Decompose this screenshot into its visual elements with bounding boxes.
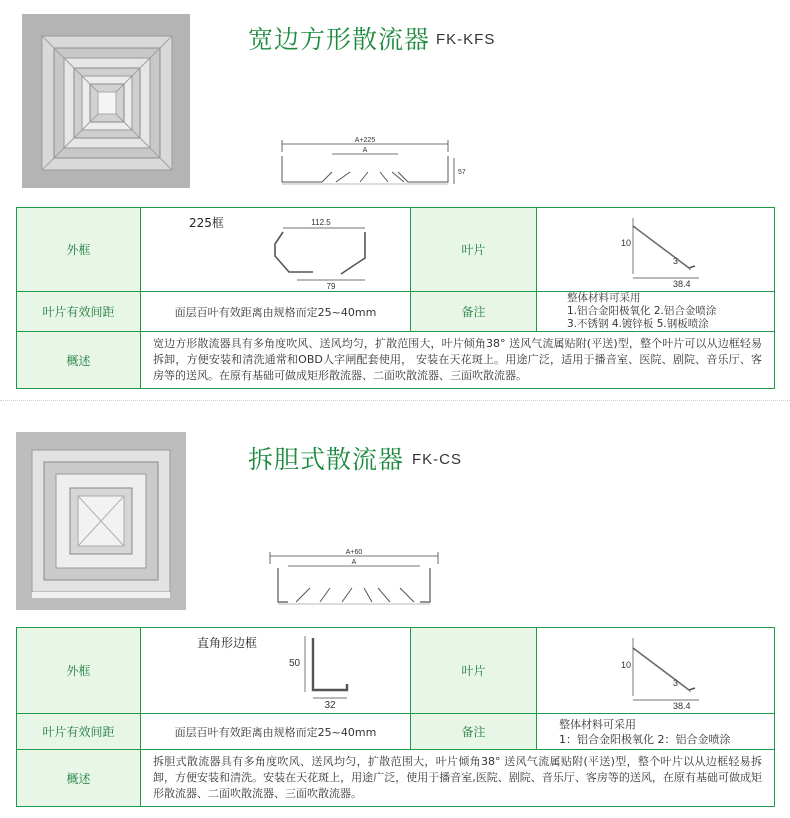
section-diagram-kfs [276, 132, 476, 194]
frame-label: 外框 [17, 208, 141, 292]
frame-dim-bottom: 32 [324, 700, 336, 711]
product-photo-kfs [22, 14, 190, 188]
desc-text: 宽边方形散流器具有多角度吹风、送风均匀，扩散范围大，叶片倾角38° 送风气流属贴附(平送)型，整个叶片可以从边框轻易拆卸，方便安装和清洗通常和OBD人字闸配套使用， 安装在天花斑上。用途广泛，适用于播音室、医院、剧院、音乐厅、客房等的送风。在原有基础可做成矩形散流器、二面吹散流器、三面吹散流器。 [141, 332, 775, 389]
notes-line: 1：铝合金阳极氧化 2：铝合金喷涂 [559, 732, 731, 746]
blade-dim-small: 3 [673, 678, 679, 688]
frame-caption: 直角形边框 [197, 636, 258, 650]
dim-inner-label: A [351, 559, 357, 566]
notes-line: 整体材料可采用 [559, 717, 636, 731]
section-divider [0, 400, 790, 401]
frame-label: 外框 [17, 628, 141, 714]
dim-height-label: 57 [458, 169, 466, 176]
frame-dim-top: 112.5 [311, 218, 331, 227]
product-section-kfs [0, 0, 790, 400]
notes-cell [537, 292, 775, 332]
notes-cell [537, 714, 775, 750]
blade-profile-drawing [617, 212, 717, 290]
frame-cell [141, 208, 411, 292]
spacing-value: 面层百叶有效距离由规格而定25~40mm [141, 292, 411, 332]
blade-dim-height: 10 [621, 660, 632, 670]
spec-table-cs [16, 627, 775, 807]
notes-label: 备注 [411, 714, 537, 750]
blade-cell [537, 628, 775, 714]
notes-line: 整体材料可采用 [567, 292, 641, 304]
frame-dim-height: 50 [289, 658, 301, 669]
spacing-value: 面层百叶有效距离由规格而定25~40mm [141, 714, 411, 750]
product-title: 宽边方形散流器 [248, 25, 431, 54]
product-title: 拆胆式散流器 [248, 445, 405, 474]
notes-line: 3.不锈钢 4.镀锌板 5.钢板喷涂 [567, 318, 709, 330]
spacing-label: 叶片有效间距 [17, 292, 141, 332]
notes-label: 备注 [411, 292, 537, 332]
blade-dim-small: 3 [673, 256, 679, 266]
spacing-label: 叶片有效间距 [17, 714, 141, 750]
blade-profile-drawing [617, 632, 717, 712]
blade-dim-width: 38.4 [673, 279, 691, 289]
desc-label: 概述 [17, 750, 141, 807]
frame-profile-drawing [261, 214, 371, 290]
blade-label: 叶片 [411, 208, 537, 292]
dim-top-label: A+225 [354, 137, 376, 144]
blade-label: 叶片 [411, 628, 537, 714]
blade-dim-width: 38.4 [673, 701, 691, 711]
desc-label: 概述 [17, 332, 141, 389]
product-photo-cs [16, 432, 186, 610]
notes-line: 1.铝合金阳极氧化 2.铝合金喷涂 [567, 305, 717, 317]
section-diagram-cs [266, 544, 446, 608]
blade-dim-height: 10 [621, 238, 632, 248]
frame-profile-drawing [283, 632, 363, 712]
dim-inner-label: A [362, 147, 368, 154]
product-code: FK-KFS [436, 31, 496, 48]
dim-top-label: A+60 [345, 549, 363, 556]
product-code: FK-CS [412, 451, 462, 468]
frame-caption: 225框 [189, 216, 224, 230]
desc-text: 拆胆式散流器具有多角度吹风、送风均匀，扩散范围大，叶片倾角38° 送风气流属贴附(平送)型，整个叶片以从边框轻易拆卸，方便安装和清洗。安装在天花斑上，用途广泛，使用于播音室,医院、剧院、音乐厅、客房等的送风，在原有基础可做成矩形散流器、二面吹散流器、三面吹散流器。 [141, 750, 775, 807]
product-section-cs [0, 420, 790, 818]
blade-cell [537, 208, 775, 292]
frame-dim-bottom: 79 [326, 282, 336, 290]
frame-cell [141, 628, 411, 714]
spec-table-kfs [16, 207, 775, 389]
